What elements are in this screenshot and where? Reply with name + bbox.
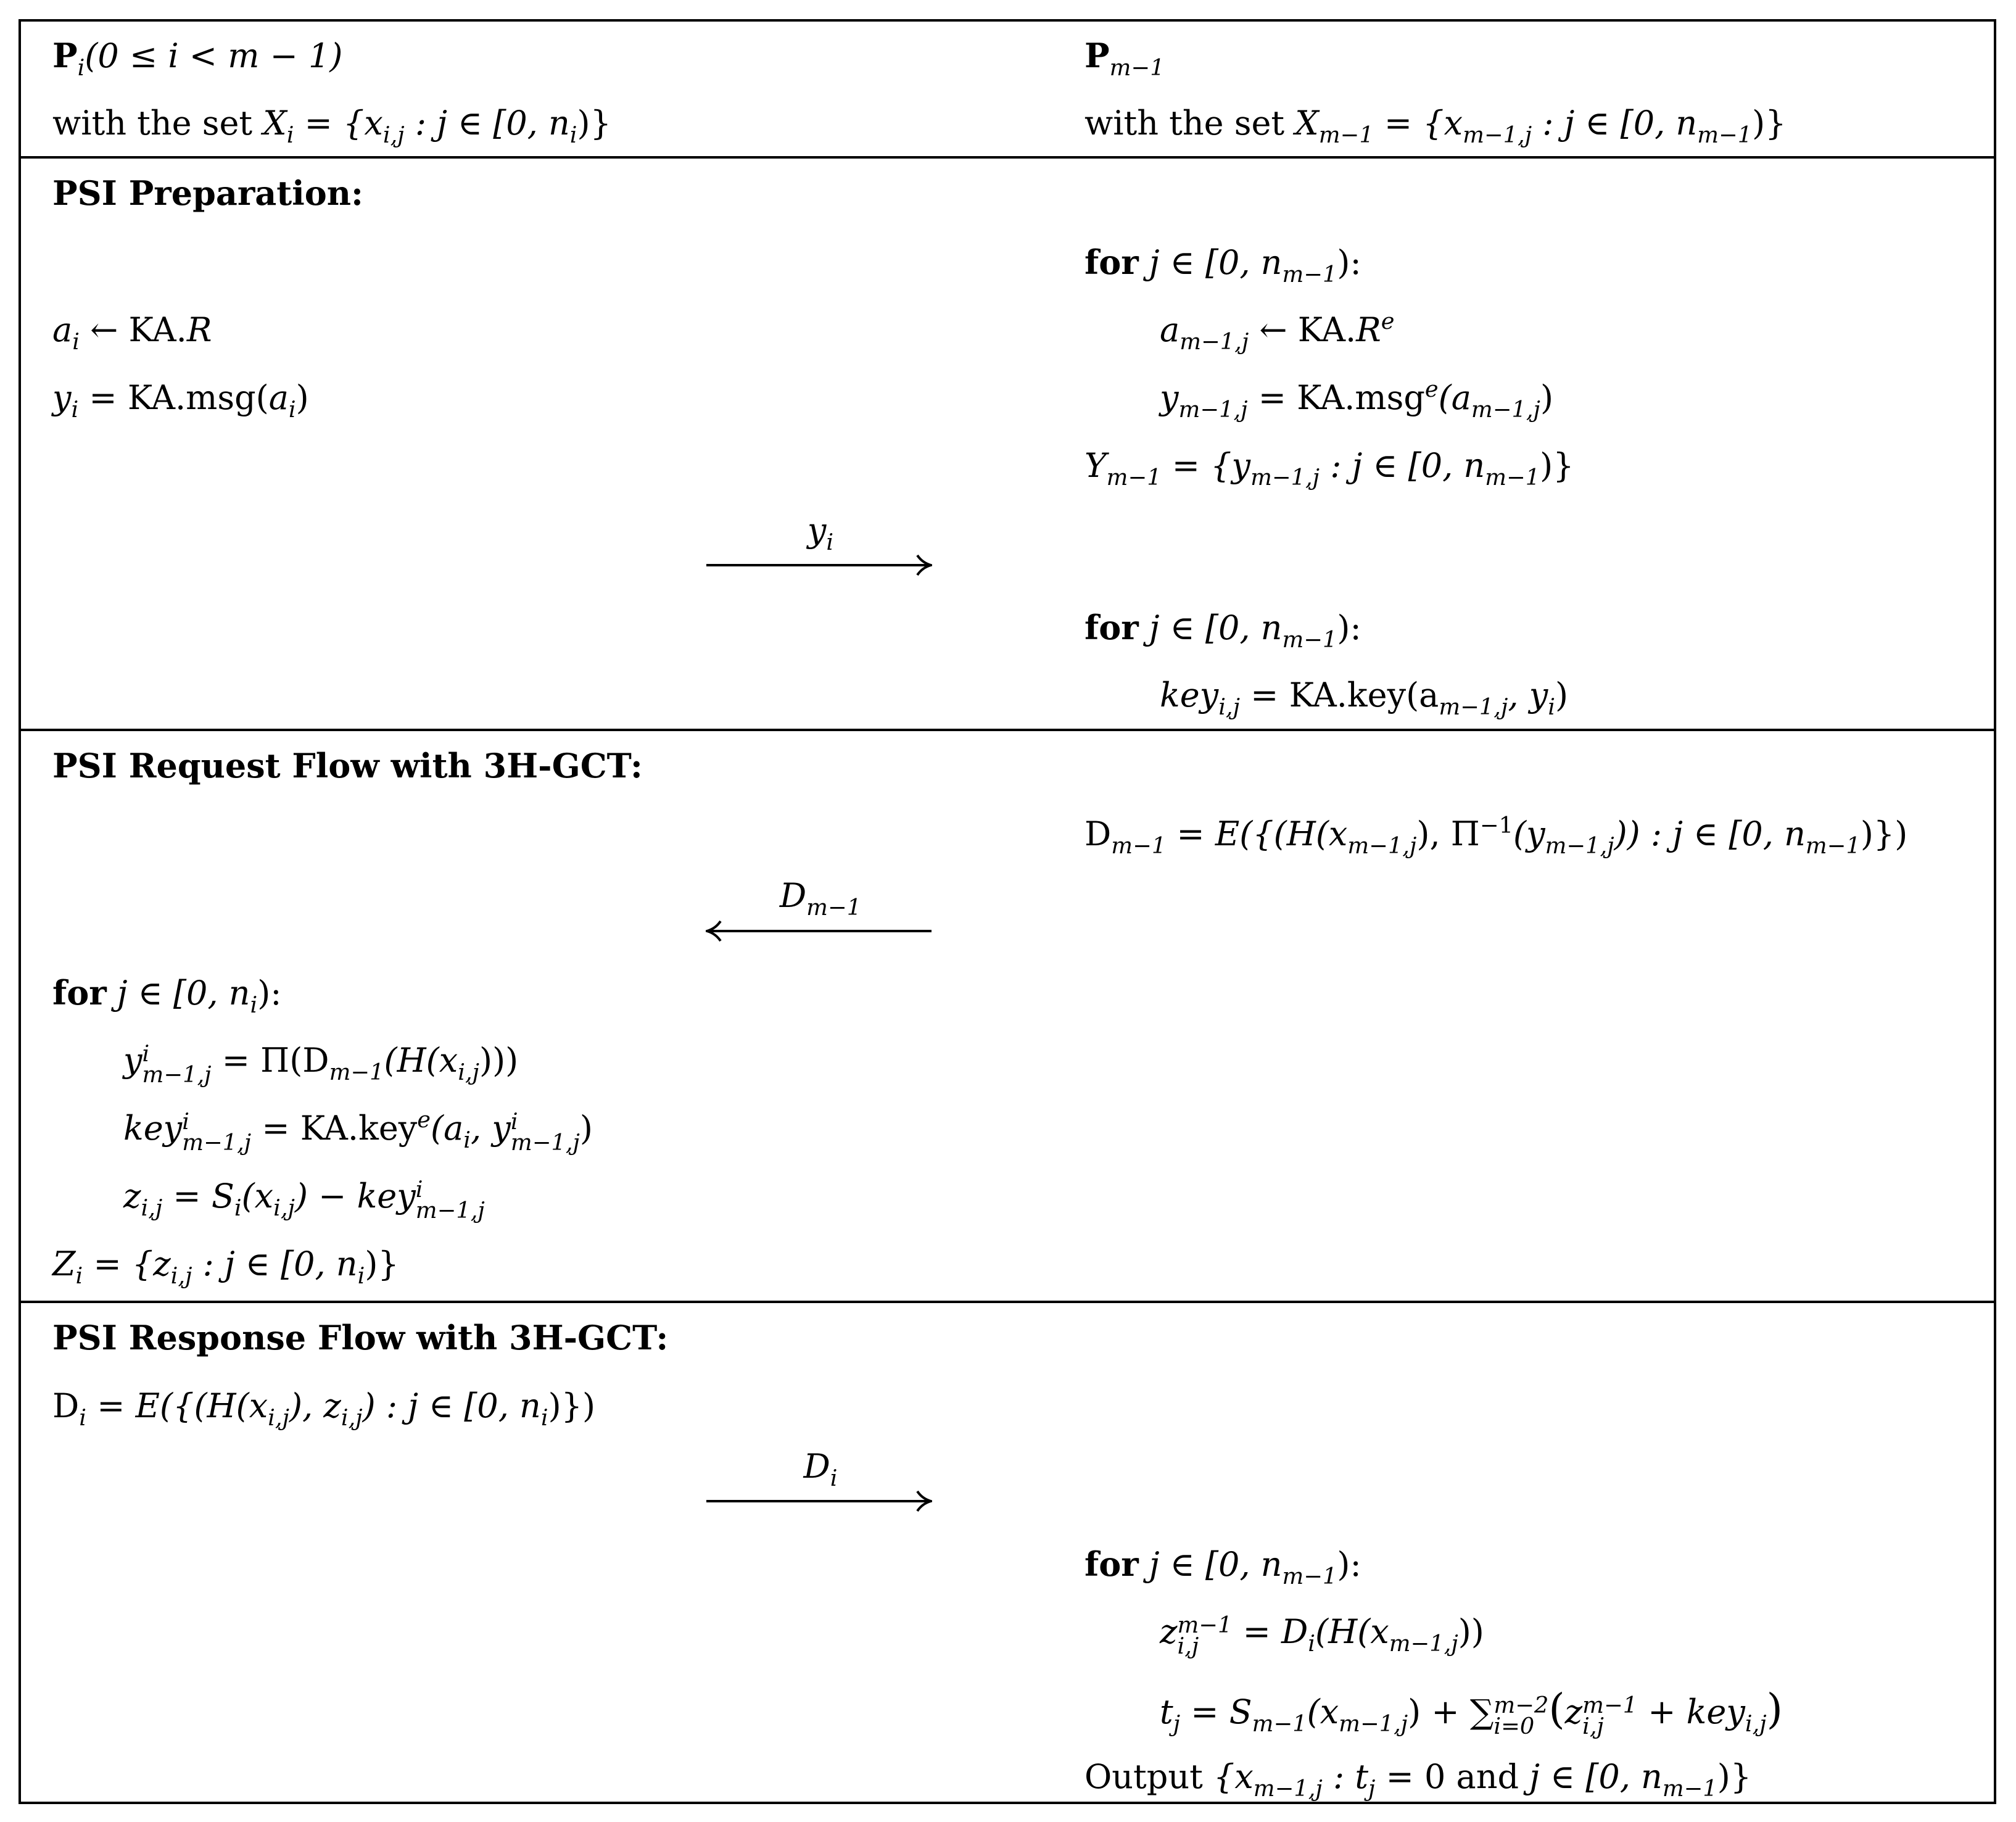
end: )}): [548, 1386, 596, 1425]
rhs: = KA.key: [251, 1109, 418, 1148]
party-sub: i: [77, 54, 85, 81]
for-end: ):: [1337, 243, 1361, 282]
set-def-tail: : j ∈ [0, n: [404, 104, 570, 143]
rhs-sup: e: [417, 1106, 431, 1133]
set-symbol: X: [263, 104, 287, 143]
sub: m−1,j: [415, 1196, 485, 1224]
label-sub: i: [830, 1464, 838, 1491]
for-keyword: for: [1084, 608, 1139, 647]
req-Z: [52, 1244, 399, 1289]
sub: m−1,j: [510, 1128, 580, 1156]
mid-sub: m−1,j: [1339, 1710, 1408, 1737]
right-party-set: [1084, 104, 1787, 148]
prep-y-mj: [1160, 375, 1554, 423]
mid-sub: i,j: [458, 1058, 480, 1085]
tail: : j ∈ [0, n: [192, 1244, 358, 1283]
for-cond: j ∈ [0, n: [1138, 608, 1283, 647]
prep-right-for2: [1084, 608, 1361, 653]
rhs-sub: i: [1308, 1629, 1316, 1657]
sup: i: [142, 1040, 150, 1067]
rhs: = Π(D: [211, 1041, 329, 1080]
message-arrow-left-dm: [708, 930, 932, 932]
mid-sub: i,j: [341, 1404, 363, 1431]
message-arrow-right-di: [706, 1500, 930, 1502]
mid: : t: [1322, 1757, 1369, 1796]
rhs-mid-sub: i: [1548, 693, 1555, 720]
req-left-for: [52, 973, 282, 1018]
var: Y: [1084, 446, 1107, 485]
for-cond: j ∈ [0, n: [1138, 243, 1283, 282]
section-title-request: PSI Request Flow with 3H-GCT:: [52, 746, 643, 785]
req-D-m: [1084, 811, 1908, 859]
arg-end: ): [1540, 378, 1554, 417]
var: Z: [52, 1244, 76, 1283]
var: D: [52, 1386, 80, 1425]
for-end: ):: [257, 974, 282, 1012]
tail: : j ∈ [0, n: [1320, 446, 1485, 485]
left-party-title: [52, 36, 343, 81]
arg: (a: [1438, 378, 1471, 417]
rhs: = {z: [83, 1244, 171, 1283]
rhs-sub: m−1,j: [1439, 693, 1508, 720]
sup: m−2: [1493, 1692, 1549, 1719]
for-keyword: for: [1084, 242, 1139, 282]
set-def-tail: : j ∈ [0, n: [1532, 104, 1698, 143]
protocol-frame: [19, 19, 1996, 1804]
mid-sub: m−1,j: [1389, 1629, 1458, 1657]
req-key-i: [123, 1106, 593, 1156]
var: y: [1160, 378, 1179, 417]
rhs: = KA.msg: [1247, 378, 1425, 417]
mid-sub: j: [1368, 1774, 1376, 1802]
rhs: = D: [1232, 1612, 1308, 1651]
resp-output: [1084, 1757, 1752, 1802]
end: )}: [1717, 1757, 1752, 1796]
end: ): [579, 1109, 593, 1148]
end: )}: [365, 1244, 399, 1283]
rhs: = KA.msg(: [78, 378, 269, 417]
arg-mid: , y: [471, 1109, 511, 1148]
rhs: ← KA.: [1249, 310, 1357, 349]
party-sub: m−1: [1109, 54, 1165, 81]
rhs-mid: , y: [1508, 676, 1548, 714]
left-party-set: [52, 104, 611, 148]
for-cond-sub: m−1: [1282, 626, 1337, 653]
end: ): [1555, 676, 1569, 714]
sup: m−1: [1177, 1612, 1233, 1639]
set-def-end: )}: [1752, 104, 1787, 143]
set-prefix: with the set: [1084, 104, 1295, 143]
output-keyword: Output: [1084, 1757, 1203, 1796]
resp-right-for: [1084, 1544, 1361, 1589]
tail-sub: i: [357, 1262, 365, 1289]
var-sub: i,j: [141, 1194, 163, 1221]
var-sub: m−1,j: [1179, 328, 1249, 355]
section-title-preparation: PSI Preparation:: [52, 173, 363, 213]
resp-t: [1160, 1684, 1783, 1739]
var-sub: j: [1173, 1710, 1181, 1737]
set-sub: m−1: [1318, 121, 1374, 148]
tail: ) : j ∈ [0, n: [362, 1386, 541, 1425]
arrow-label-dm: [779, 876, 862, 921]
rhs-sub: i: [234, 1194, 242, 1221]
mid: (H(x: [1315, 1612, 1389, 1651]
mid2: = 0: [1375, 1757, 1456, 1796]
var: z: [123, 1177, 141, 1215]
var: y: [123, 1041, 143, 1080]
for-end: ):: [1337, 1545, 1361, 1584]
req-y-i: [123, 1040, 519, 1088]
var: y: [52, 378, 72, 417]
var-subsup: [182, 1108, 252, 1156]
rhs-sub: i,j: [268, 1404, 289, 1431]
sup: i: [182, 1108, 189, 1135]
end: ))): [479, 1041, 519, 1080]
set-sub: i: [286, 121, 294, 148]
var: t: [1160, 1692, 1173, 1731]
mid-sup: −1: [1479, 811, 1514, 839]
label: y: [807, 511, 827, 550]
tail-sub: i: [540, 1404, 548, 1431]
arrow-label-di: [803, 1447, 838, 1491]
rhs: = S: [1180, 1692, 1252, 1731]
arg-sub: i: [463, 1126, 471, 1153]
arg: (a: [431, 1109, 464, 1148]
plus-key: + key: [1637, 1692, 1745, 1731]
prep-Y-m: [1084, 446, 1574, 491]
for-end: ):: [1337, 608, 1361, 647]
rhs-sub: m−1,j: [1347, 832, 1417, 859]
var-subsup: [1177, 1612, 1233, 1659]
tail-sub: m−1: [1485, 463, 1540, 491]
arg: a: [268, 378, 289, 417]
mid2-sub: m−1,j: [1545, 832, 1614, 859]
tail-sub: m−1: [1662, 1774, 1717, 1802]
mid: ), z: [289, 1386, 341, 1425]
divider-header: [19, 156, 1996, 159]
rhs: = {y: [1161, 446, 1251, 485]
sub: m−1,j: [142, 1061, 212, 1088]
var-sub: m−1: [1111, 832, 1167, 859]
rhs-sup: e: [1381, 307, 1395, 334]
resp-D-i: [52, 1386, 596, 1431]
set-symbol: X: [1295, 104, 1319, 143]
arg-sub: m−1,j: [1471, 395, 1540, 423]
label: D: [779, 876, 807, 915]
sub: i=0: [1493, 1712, 1535, 1739]
var: a: [1160, 310, 1180, 349]
label-sub: m−1: [806, 893, 862, 921]
party-symbol: P: [1084, 36, 1110, 75]
sub: m−1,j: [182, 1128, 252, 1156]
set-def-sub: i,j: [382, 121, 405, 148]
tail-sub: m−1: [1805, 832, 1861, 859]
rhs-R: R: [1356, 310, 1381, 349]
rhs-sub: m−1,j: [1250, 463, 1320, 491]
paren-open: (: [1548, 1684, 1565, 1733]
divider-preparation: [19, 729, 1996, 731]
rhs-R: R: [186, 310, 212, 349]
for-cond-sub: i: [250, 991, 258, 1018]
var-sub: i: [79, 1404, 87, 1431]
set-sub: m−1,j: [1253, 1774, 1323, 1802]
set-def-tail-sub: i: [569, 121, 577, 148]
var: z: [1160, 1612, 1178, 1651]
var-sub: i: [72, 328, 80, 355]
mid: (x: [241, 1177, 274, 1215]
var-sub: m−1,j: [1178, 395, 1248, 423]
divider-request: [19, 1301, 1996, 1303]
rhs-sub: m−1: [1252, 1710, 1307, 1737]
rhs-sup: e: [1424, 375, 1439, 402]
for-cond: j ∈ [0, n: [106, 974, 250, 1012]
section-title-response: PSI Response Flow with 3H-GCT:: [52, 1318, 669, 1357]
end: )): [1458, 1612, 1484, 1651]
arrow-head-right-icon: [914, 1490, 932, 1512]
set-def-sub: m−1,j: [1463, 121, 1532, 148]
rhs-sub: m−1: [329, 1058, 384, 1085]
end: )}: [1540, 446, 1574, 485]
key-sub: i,j: [1745, 1710, 1767, 1737]
mid2: (y: [1513, 814, 1545, 853]
for-cond-sub: m−1: [1282, 260, 1337, 288]
set-def: = {x: [1373, 104, 1463, 143]
paren-close: ): [1766, 1684, 1783, 1733]
var-sub: i,j: [1218, 693, 1240, 720]
set-def-end: )}: [577, 104, 611, 143]
rhs: = E({(H(x: [86, 1386, 268, 1425]
label: D: [803, 1447, 830, 1486]
sum-sign: ) + ∑: [1408, 1692, 1494, 1731]
end: ): [295, 378, 309, 417]
sub: i,j: [1177, 1632, 1199, 1659]
party-condition: (0 ≤ i < m − 1): [85, 36, 343, 75]
var: a: [52, 310, 73, 349]
prep-left-y: [52, 378, 309, 423]
var-sub: i: [75, 1262, 83, 1289]
end: )}): [1860, 814, 1908, 853]
arg-subsup: [510, 1108, 580, 1156]
prep-right-for: [1084, 242, 1361, 288]
arg-sub: i: [288, 395, 296, 423]
for-cond: j ∈ [0, n: [1138, 1545, 1283, 1584]
for-keyword: for: [1084, 1544, 1139, 1584]
rhs-sub: i,j: [170, 1262, 192, 1289]
set-def-tail-sub: m−1: [1697, 121, 1753, 148]
var: key: [123, 1109, 183, 1148]
var-subsup: [142, 1040, 212, 1088]
key-subsup: [415, 1176, 485, 1224]
arrow-head-right-icon: [914, 554, 932, 576]
var-sub: i: [71, 395, 79, 423]
arrow-head-left-icon: [706, 920, 724, 942]
var-sub: m−1: [1106, 463, 1162, 491]
arrow-label-yi: [807, 511, 834, 555]
req-z: [123, 1176, 485, 1224]
sub: i,j: [1582, 1712, 1604, 1739]
rhs: = KA.key(a: [1240, 676, 1439, 714]
var: key: [1160, 676, 1219, 714]
mid-sub: i,j: [273, 1194, 295, 1221]
message-arrow-right-yi: [706, 564, 930, 566]
set: {x: [1202, 1757, 1254, 1796]
tail: )) : j ∈ [0, n: [1614, 814, 1806, 853]
mid2: ) − key: [294, 1177, 416, 1215]
z-subsup: [1582, 1692, 1638, 1739]
z: z: [1564, 1692, 1583, 1731]
sum-limits: [1493, 1692, 1549, 1739]
sup: m−1: [1582, 1692, 1638, 1719]
set-prefix: with the set: [52, 104, 263, 143]
and-keyword: and: [1456, 1757, 1519, 1796]
sup: i: [510, 1108, 518, 1135]
for-keyword: for: [52, 973, 107, 1012]
prep-a-mj: [1160, 307, 1395, 355]
mid: (x: [1307, 1692, 1339, 1731]
rhs: = S: [162, 1177, 234, 1215]
tail: j ∈ [0, n: [1519, 1757, 1663, 1796]
var: D: [1084, 814, 1112, 853]
sup: i: [415, 1176, 423, 1203]
mid: ), Π: [1416, 814, 1480, 853]
prep-key: [1160, 676, 1569, 720]
for-cond-sub: m−1: [1282, 1562, 1337, 1589]
party-symbol: P: [52, 36, 78, 75]
label-sub: i: [826, 528, 834, 555]
resp-zm: [1160, 1612, 1484, 1659]
prep-left-a: [52, 310, 212, 355]
rhs: ← KA.: [79, 310, 187, 349]
mid: (H(x: [384, 1041, 458, 1080]
set-def: = {x: [294, 104, 383, 143]
rhs: = E({(H(x: [1166, 814, 1348, 853]
right-party-title: [1084, 36, 1165, 81]
